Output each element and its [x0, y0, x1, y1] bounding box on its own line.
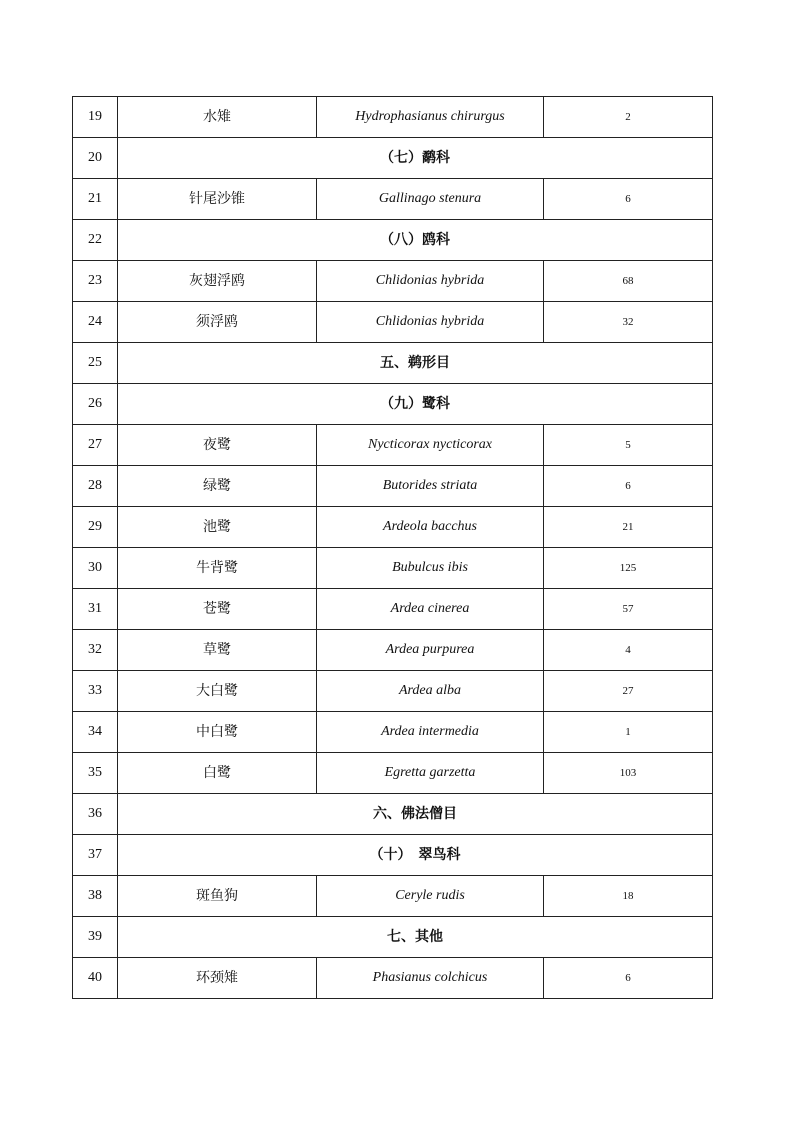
row-number-cell: 37	[73, 835, 118, 876]
row-number-cell: 25	[73, 343, 118, 384]
table-row	[73, 630, 713, 671]
scientific-name-cell: Hydrophasianus chirurgus	[317, 97, 544, 138]
count-cell: 27	[544, 671, 713, 712]
row-number-cell: 20	[73, 138, 118, 179]
row-number-cell: 19	[73, 97, 118, 138]
chinese-name-cell: 须浮鸥	[118, 302, 317, 343]
row-number-cell: 23	[73, 261, 118, 302]
scientific-name-cell: Nycticorax nycticorax	[317, 425, 544, 466]
table-row	[73, 753, 713, 794]
chinese-name-cell: 中白鹭	[118, 712, 317, 753]
table-row	[73, 425, 713, 466]
count-cell: 4	[544, 630, 713, 671]
scientific-name-cell: Ardea intermedia	[317, 712, 544, 753]
chinese-name-cell: 水雉	[118, 97, 317, 138]
group-heading-cell: 五、鹈形目	[118, 343, 713, 384]
count-cell: 5	[544, 425, 713, 466]
table-group-row	[73, 917, 713, 958]
table-row	[73, 507, 713, 548]
table-group-row	[73, 384, 713, 425]
count-cell: 125	[544, 548, 713, 589]
row-number-cell: 33	[73, 671, 118, 712]
table-row	[73, 302, 713, 343]
count-cell: 2	[544, 97, 713, 138]
scientific-name-cell: Ardea alba	[317, 671, 544, 712]
group-heading-cell: （八）鸥科	[118, 220, 713, 261]
table-group-row	[73, 343, 713, 384]
row-number-cell: 35	[73, 753, 118, 794]
group-heading-cell: （九）鹭科	[118, 384, 713, 425]
group-heading-cell: （七）鹬科	[118, 138, 713, 179]
row-number-cell: 38	[73, 876, 118, 917]
chinese-name-cell: 针尾沙锥	[118, 179, 317, 220]
count-cell: 68	[544, 261, 713, 302]
count-cell: 1	[544, 712, 713, 753]
table-row	[73, 712, 713, 753]
row-number-cell: 26	[73, 384, 118, 425]
count-cell: 57	[544, 589, 713, 630]
chinese-name-cell: 环颈雉	[118, 958, 317, 999]
table-group-row	[73, 138, 713, 179]
chinese-name-cell: 苍鹭	[118, 589, 317, 630]
scientific-name-cell: Phasianus colchicus	[317, 958, 544, 999]
chinese-name-cell: 白鹭	[118, 753, 317, 794]
count-cell: 6	[544, 466, 713, 507]
row-number-cell: 29	[73, 507, 118, 548]
chinese-name-cell: 池鹭	[118, 507, 317, 548]
table-row	[73, 179, 713, 220]
table-row	[73, 671, 713, 712]
group-heading-cell: 六、佛法僧目	[118, 794, 713, 835]
species-table	[72, 96, 713, 999]
group-heading-cell: （十） 翠鸟科	[118, 835, 713, 876]
scientific-name-cell: Egretta garzetta	[317, 753, 544, 794]
species-table-body	[73, 97, 713, 999]
scientific-name-cell: Butorides striata	[317, 466, 544, 507]
scientific-name-cell: Ardea cinerea	[317, 589, 544, 630]
scientific-name-cell: Ardeola bacchus	[317, 507, 544, 548]
count-cell: 18	[544, 876, 713, 917]
table-row	[73, 958, 713, 999]
row-number-cell: 39	[73, 917, 118, 958]
count-cell: 32	[544, 302, 713, 343]
table-row	[73, 466, 713, 507]
scientific-name-cell: Bubulcus ibis	[317, 548, 544, 589]
scientific-name-cell: Ceryle rudis	[317, 876, 544, 917]
chinese-name-cell: 斑鱼狗	[118, 876, 317, 917]
chinese-name-cell: 灰翅浮鸥	[118, 261, 317, 302]
table-row	[73, 97, 713, 138]
row-number-cell: 36	[73, 794, 118, 835]
group-heading-cell: 七、其他	[118, 917, 713, 958]
row-number-cell: 30	[73, 548, 118, 589]
row-number-cell: 21	[73, 179, 118, 220]
row-number-cell: 27	[73, 425, 118, 466]
species-table-container	[72, 96, 713, 999]
scientific-name-cell: Ardea purpurea	[317, 630, 544, 671]
row-number-cell: 32	[73, 630, 118, 671]
chinese-name-cell: 大白鹭	[118, 671, 317, 712]
scientific-name-cell: Gallinago stenura	[317, 179, 544, 220]
chinese-name-cell: 草鹭	[118, 630, 317, 671]
table-group-row	[73, 220, 713, 261]
count-cell: 103	[544, 753, 713, 794]
row-number-cell: 24	[73, 302, 118, 343]
chinese-name-cell: 牛背鹭	[118, 548, 317, 589]
row-number-cell: 28	[73, 466, 118, 507]
row-number-cell: 22	[73, 220, 118, 261]
count-cell: 6	[544, 958, 713, 999]
table-group-row	[73, 794, 713, 835]
row-number-cell: 40	[73, 958, 118, 999]
table-row	[73, 548, 713, 589]
count-cell: 6	[544, 179, 713, 220]
row-number-cell: 31	[73, 589, 118, 630]
chinese-name-cell: 夜鹭	[118, 425, 317, 466]
count-cell: 21	[544, 507, 713, 548]
table-row	[73, 876, 713, 917]
scientific-name-cell: Chlidonias hybrida	[317, 302, 544, 343]
table-group-row	[73, 835, 713, 876]
table-row	[73, 261, 713, 302]
chinese-name-cell: 绿鹭	[118, 466, 317, 507]
table-row	[73, 589, 713, 630]
row-number-cell: 34	[73, 712, 118, 753]
scientific-name-cell: Chlidonias hybrida	[317, 261, 544, 302]
